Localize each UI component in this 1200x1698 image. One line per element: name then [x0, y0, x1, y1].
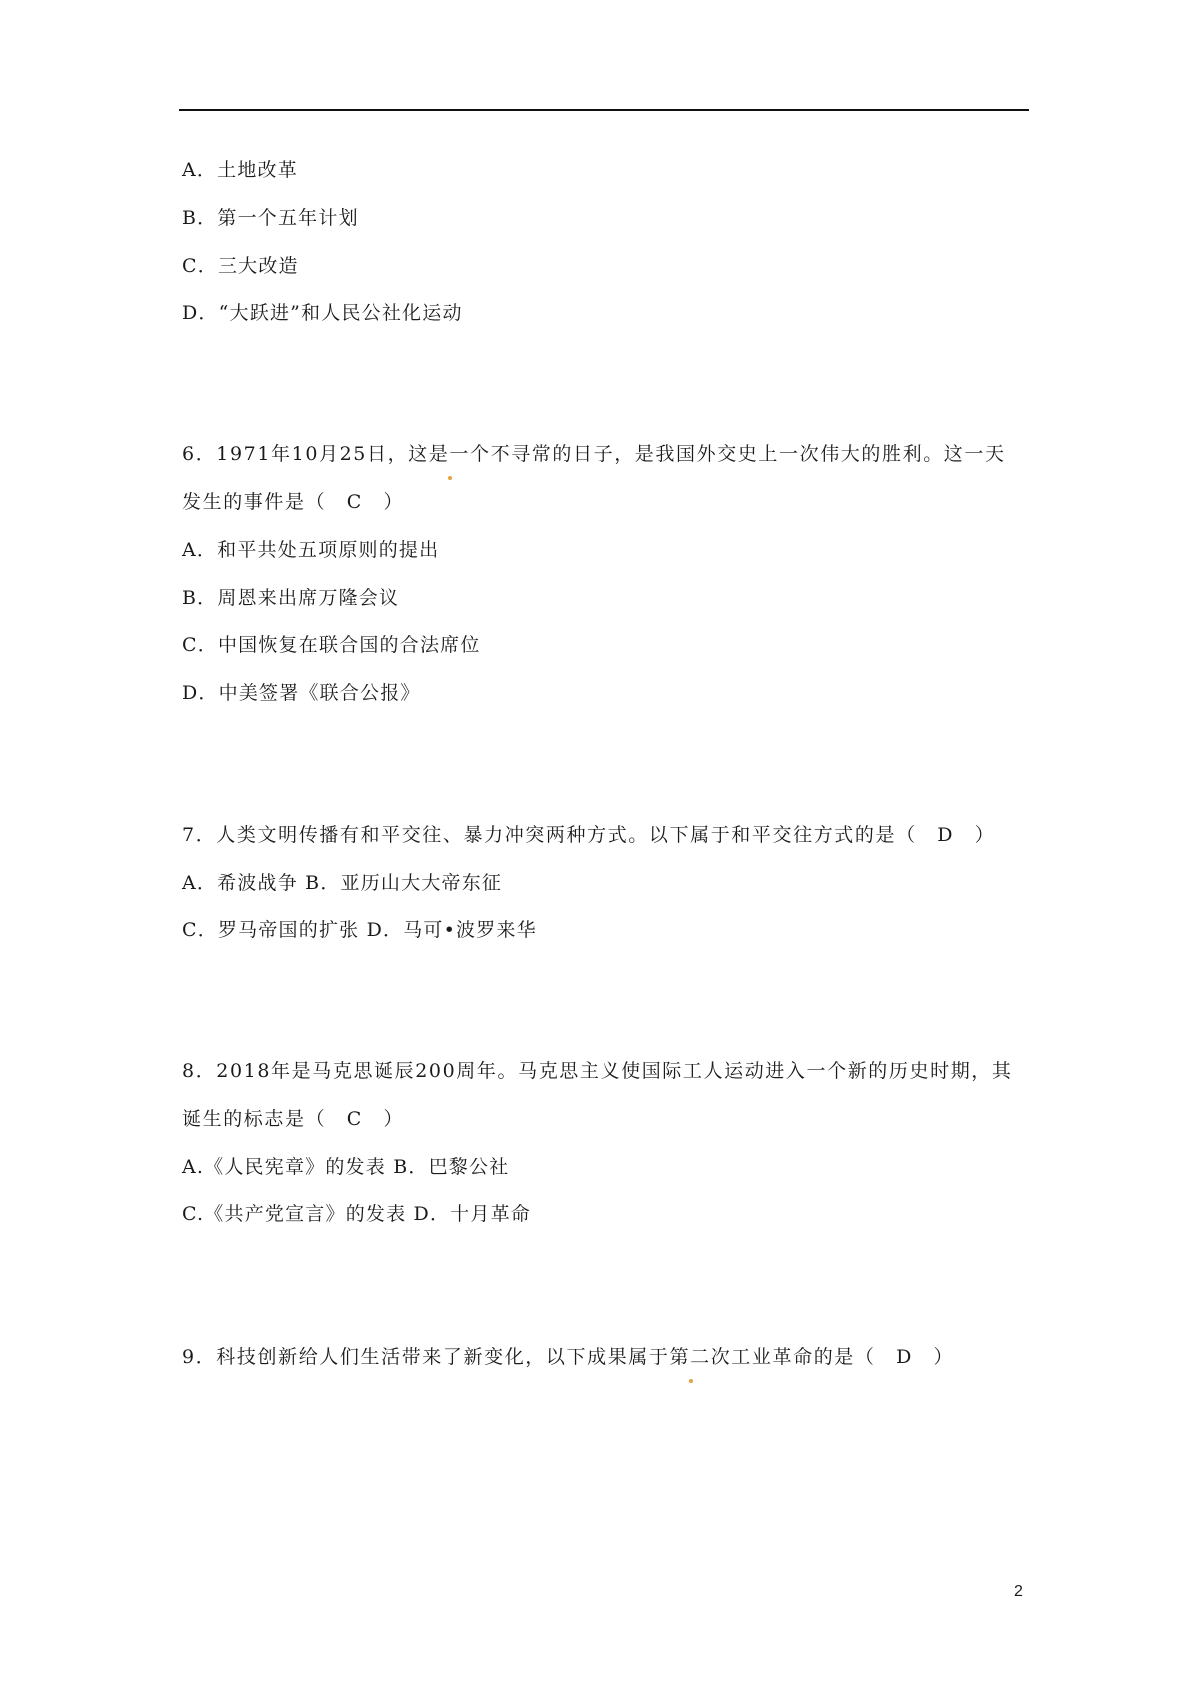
- q5-option-a: A．土地改革: [182, 159, 298, 181]
- q7-options-line-2: C．罗马帝国的扩张 D．马可•波罗来华: [182, 919, 537, 941]
- q6-option-b: B．周恩来出席万隆会议: [182, 587, 400, 609]
- q6-stem-line-2: 发生的事件是（ C ）: [182, 491, 405, 513]
- q5-option-b: B．第一个五年计划: [182, 207, 359, 229]
- q8-options-line-1: A.《人民宪章》的发表 B．巴黎公社: [182, 1156, 510, 1178]
- q6-stem-line-1: [182, 441, 1006, 467]
- q6-stem-line-1-part-2: 一个不寻常的日子，是我国外交史上一次伟大的胜利。这一天: [449, 443, 1006, 465]
- q8-stem-line-2: 诞生的标志是（ C ）: [182, 1108, 405, 1130]
- q7-stem: 7．人类文明传播有和平交往、暴力冲突两种方式。以下属于和平交往方式的是（ D ）: [182, 824, 996, 846]
- q9-stem: [182, 1344, 954, 1370]
- q6-option-a: A．和平共处五项原则的提出: [182, 539, 440, 561]
- q9-stem-part-1: 9．科技创新给人们生活带来了新变化，以下成果属于第: [182, 1346, 691, 1368]
- q8-options-line-2: C.《共产党宣言》的发表 D．十月革命: [182, 1203, 531, 1225]
- q6-option-d: D．中美签署《联合公报》: [182, 682, 421, 704]
- q6-stem-line-1-part-1: 6．1971年10月25日，这是: [182, 443, 450, 465]
- q5-option-c: C．三大改造: [182, 255, 299, 277]
- q6-option-c: C．中国恢复在联合国的合法席位: [182, 634, 481, 656]
- header-rule: [179, 109, 1029, 111]
- page-number: 2: [1014, 1583, 1023, 1600]
- q5-option-d: D．“大跃进”和人民公社化运动: [182, 302, 463, 324]
- q7-options-line-1: A．希波战争 B．亚历山大大帝东征: [182, 872, 503, 894]
- q9-stem-part-2: 二次工业革命的是（ D ）: [690, 1346, 955, 1368]
- q8-stem-line-1: 8．2018年是马克思诞辰200周年。马克思主义使国际工人运动进入一个新的历史时期，其: [182, 1060, 1013, 1082]
